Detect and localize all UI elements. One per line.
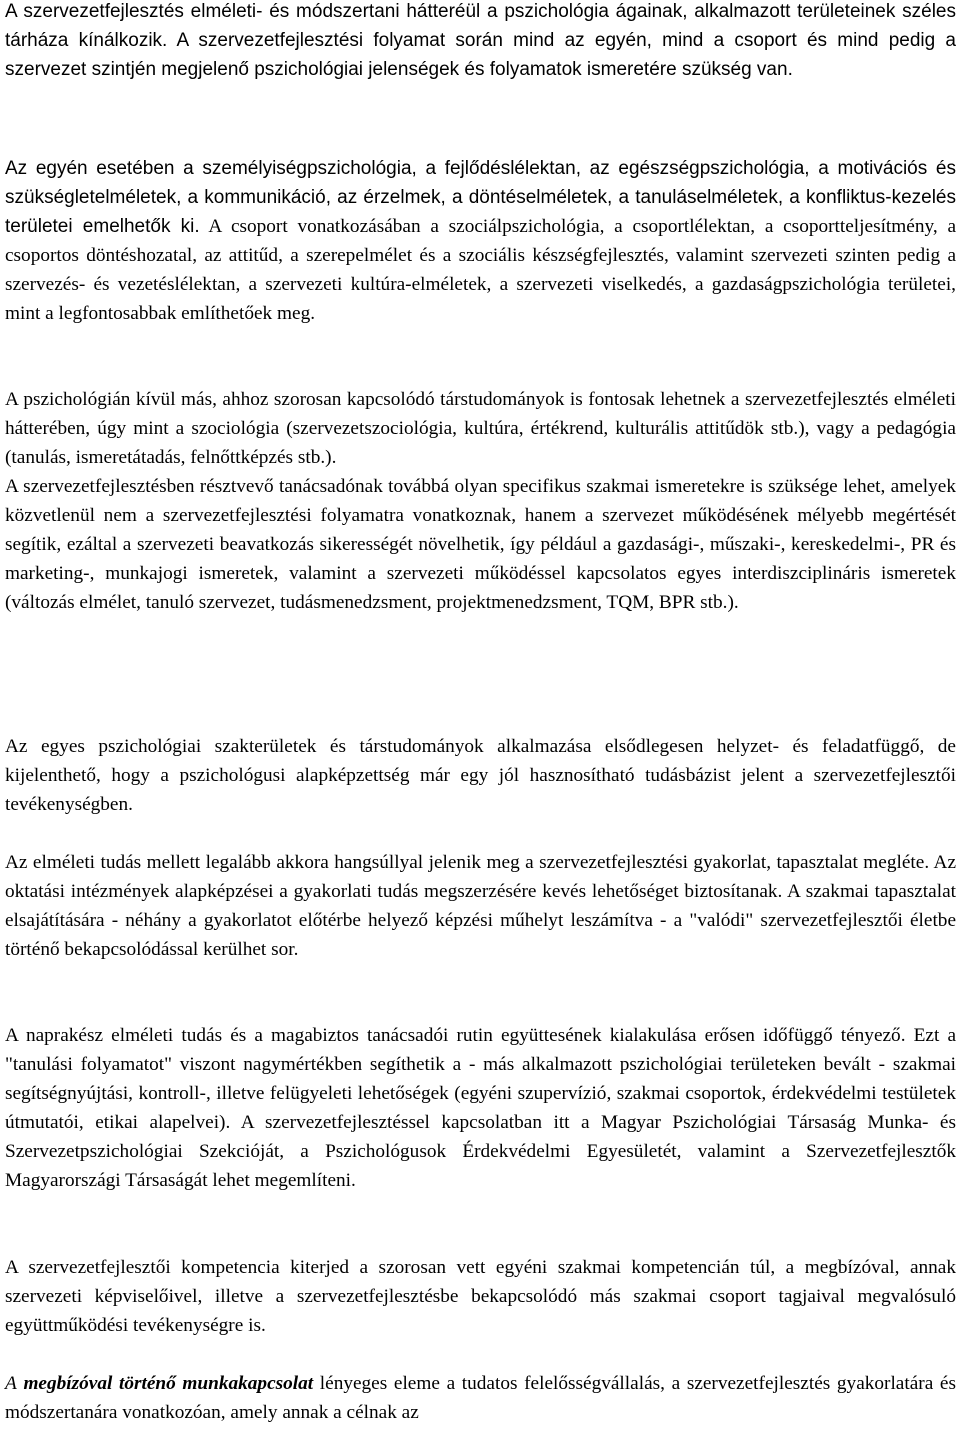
paragraph-related-sciences-text: A pszichológián kívül más, ahhoz szorosan kapcsolódó társtudományok is fontosak lehetnek a szervezetfejlesztés elméleti hátterében, úgy mint a szociológia (szervezetszociológia, kultúra, értékrend, kulturális attitűdök stb.), vagy a pedagógia (tanulás, ismeretátadás, felnőttképzés stb.). [5,389,956,468]
paragraph-applications: Az egyes pszichológiai szakterületek és társtudományok alkalmazása elsődlegesen helyzet- és feladatfüggő, de kijelenthető, hogy a pszichológusi alapképzettség már egy jól hasznosítható tudásbázist jelent a szervezetfejlesztői tevékenységben. [5,736,956,815]
paragraph-lead-word: A [5,1373,17,1394]
paragraph-learning-process: A naprakész elméleti tudás és a magabiztos tanácsadói rutin együttesének kialakulása erősen időfüggő tényező. Ezt a "tanulási folyamatot" viszont nagymértékben segíthetik a - más alkalmazott pszichológiai területeken bevált - szakmai segítségnyújtási, kontroll-, illetve felügyeleti lehetőségek (egyéni szupervízió, szakmai csoportok, érdekvédelmi testületek útmutatói, etikai alapelvei). A szervezetfejlesztéssel kapcsolatban itt a Magyar Pszichológiai Társaság Munka- és Szervezetpszichológiai Szekcióját, a Pszichológusok Érdekvédelmi Egyesületét, valamint a Szervezetfejlesztők Magyarországi Társaságát lehet megemlíteni. [5,1025,956,1191]
paragraph-individual-group [5,154,956,328]
paragraph-competence: A szervezetfejlesztői kompetencia kiterjed a szorosan vett egyéni szakmai kompetencián túl, a megbízóval, annak szervezeti képviselőivel, illetve a szervezetfejlesztésbe bekapcsolódó más szakmai csoport tagjaival megvalósuló együttműködési tevékenységre is. [5,1257,956,1336]
paragraph-practice: Az elméleti tudás mellett legalább akkora hangsúllyal jelenik meg a szervezetfejlesztési gyakorlat, tapasztalat megléte. Az oktatási intézmények alapképzései a gyakorlati tudás megszerzésére kevés lehetőséget biztosítanak. A szakmai tapasztalat elsajátítására - néhány a gyakorlatot előtérbe helyező képzési műhelyt leszámítva - a "valódi" szervezetfejlesztői életbe történő bekapcsolódással kerülhet sor. [5,852,956,960]
emphasized-term: megbízóval történő munkakapcsolat [23,1373,314,1394]
paragraph-group-text: A csoport vonatkozásában a szociálpszichológia, a csoportlélektan, a csoportteljesítmény, a csoportos döntéshozatal, az attitűd, a szerepelmélet és a szociális készségfejlesztés, valamint szervezeti szinten pedig a szervezés- és vezetéslélektan, a szervezeti kultúra-elméletek, a szervezeti viselkedés, a gazdaságpszichológia területei, mint a legfontosabbak említhetőek meg. [5,216,956,324]
paragraph-consultant-knowledge-text: A szervezetfejlesztésben résztvevő tanácsadónak továbbá olyan specifikus szakmai ismeretekre is szüksége lehet, amelyek közvetlenül nem a szervezetfejlesztési folyamatra vonatkoznak, hanem a szervezet működésének mélyebb megértését segítik, ezáltal a szervezeti beavatkozás sikerességét növelhetik, így például a gazdasági-, műszaki-, kereskedelmi-, PR és marketing-, munkajogi ismeretek, valamint a szervezeti működéssel kapcsolatos egyes interdiszciplináris ismeretek (változás elmélet, tanuló szervezet, tudásmenedzsment, projektmenedzsment, TQM, BPR stb.). [5,476,956,613]
paragraph-individual-text: Az egyén esetében a személyiségpszichológia, a fejlődéslélektan, az egészségpszichológia, a motivációs és szükségletelméletek, a kommunikáció, az érzelmek, a döntéselméletek, a tanuláselméletek, a konfliktus-kezelés területei emelhetők ki. [5,158,956,237]
paragraph-intro: A szervezetfejlesztés elméleti- és módszertani hátteréül a pszichológia ágainak, alkalmazott területeinek széles tárháza kínálkozik. A szervezetfejlesztési folyamat során mind az egyén, mind a csoport és mind pedig a szervezet szintjén megjelenő pszichológiai jelenségek és folyamatok ismeretére szükség van. [5,1,956,80]
paragraph-client-relationship-text: lényeges eleme a tudatos felelősségvállalás, a szervezetfejlesztés gyakorlatára és módszertanára vonatkozóan, amely annak a célnak az [5,1373,956,1423]
paragraph-client-relationship [5,1369,956,1427]
paragraph-related-sciences [5,385,956,617]
